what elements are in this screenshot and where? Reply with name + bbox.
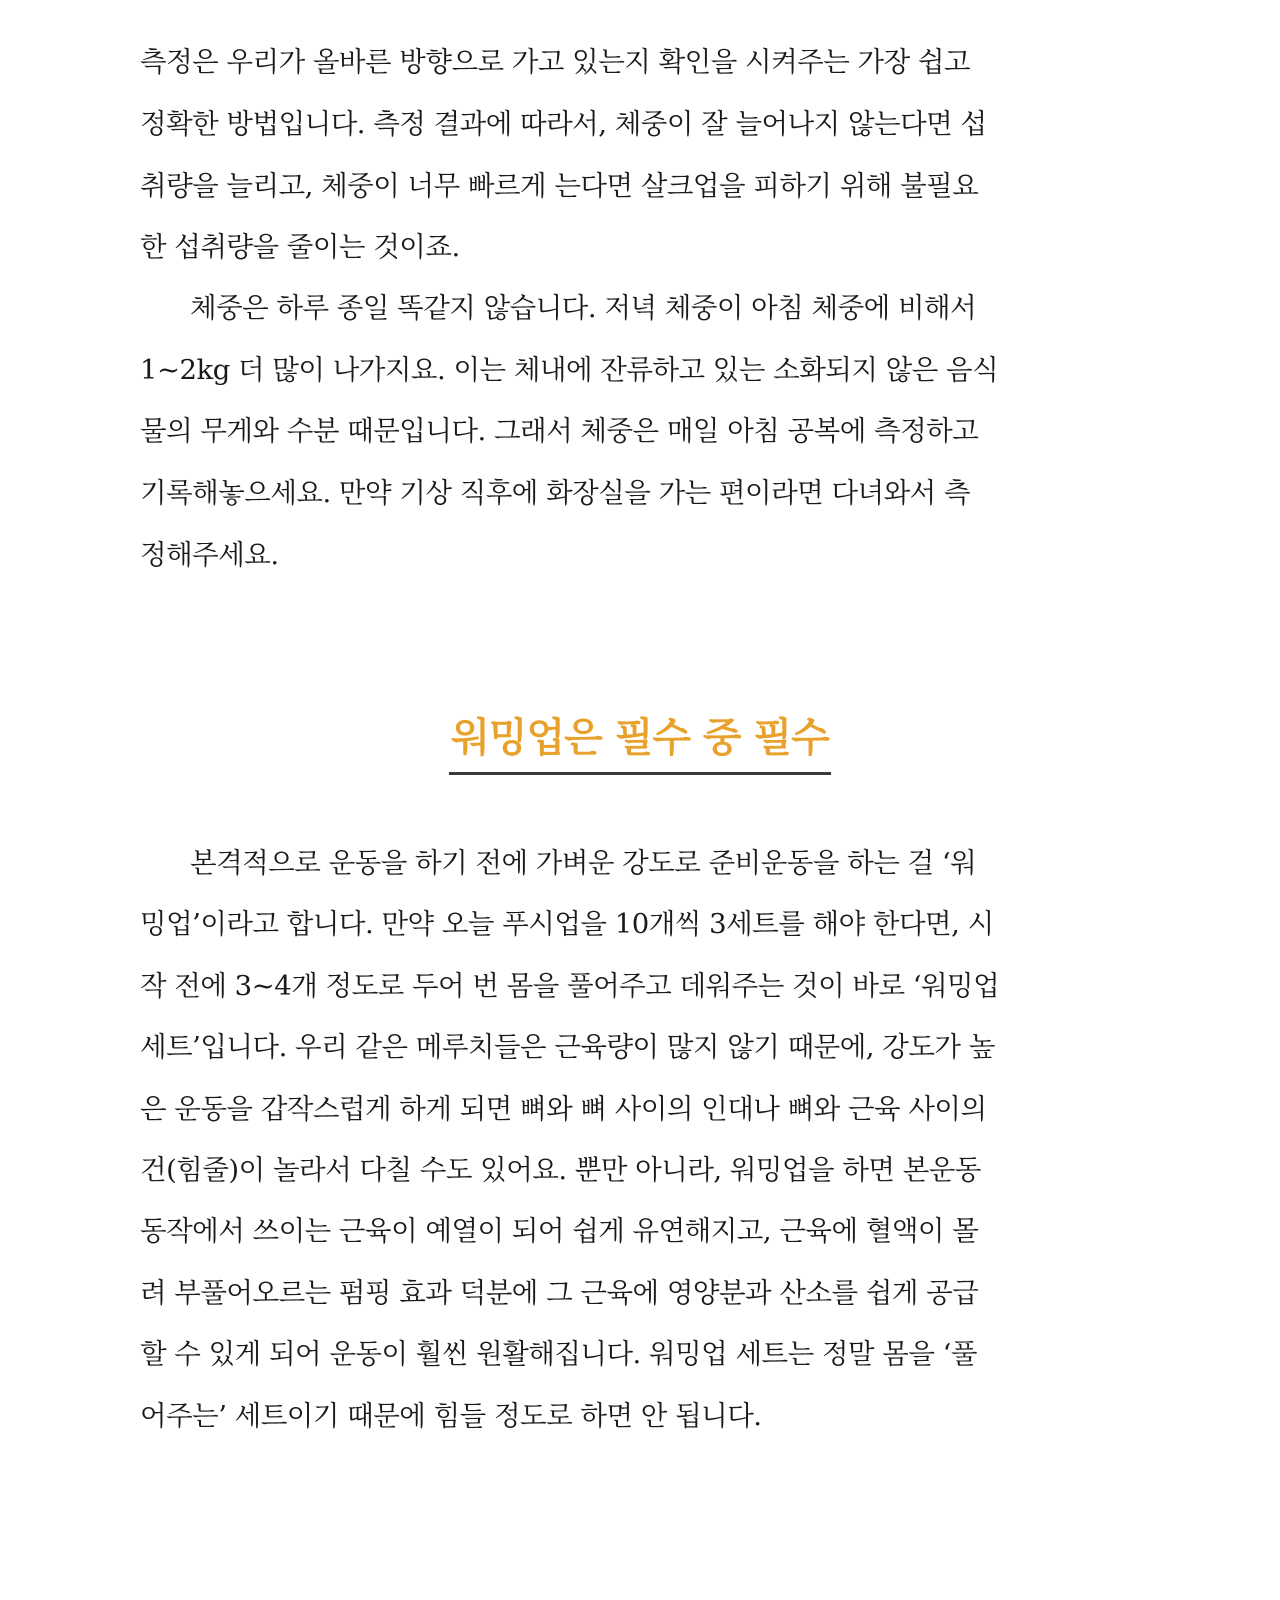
text-line: 할 수 있게 되어 운동이 훨씬 원활해집니다. 워밍업 세트는 정말 몸을 ‘풀 <box>140 1338 977 1370</box>
text-line: 작 전에 3~4개 정도로 두어 번 몸을 풀어주고 데워주는 것이 바로 ‘워밍업 <box>140 970 1000 1002</box>
section-heading: 워밍업은 필수 중 필수 <box>449 712 831 775</box>
text-line: 은 운동을 갑작스럽게 하게 되면 뼈와 뼈 사이의 인대나 뼈와 근육 사이의 <box>140 1093 987 1125</box>
text-line: 정확한 방법입니다. 측정 결과에 따라서, 체중이 잘 늘어나지 않는다면 섭 <box>140 108 987 140</box>
text-line: 세트’입니다. 우리 같은 메루치들은 근육량이 많지 않기 때문에, 강도가 높 <box>140 1031 995 1063</box>
section-heading-container <box>0 712 1280 775</box>
text-line: 정해주세요. <box>140 539 279 571</box>
text-line: 체중은 하루 종일 똑같지 않습니다. 저녁 체중이 아침 체중에 비해서 <box>190 292 977 324</box>
text-line: 기록해놓으세요. 만약 기상 직후에 화장실을 가는 편이라면 다녀와서 측 <box>140 477 971 509</box>
text-line: 1~2kg 더 많이 나가지요. 이는 체내에 잔류하고 있는 소화되지 않은 음식 <box>140 354 999 386</box>
text-line: 건(힘줄)이 놀라서 다칠 수도 있어요. 뿐만 아니라, 워밍업을 하면 본운동 <box>140 1154 981 1186</box>
text-line: 취량을 늘리고, 체중이 너무 빠르게 는다면 살크업을 피하기 위해 불필요 <box>140 170 979 202</box>
text-line: 어주는’ 세트이기 때문에 힘들 정도로 하면 안 됩니다. <box>140 1400 762 1432</box>
text-line: 물의 무게와 수분 때문입니다. 그래서 체중은 매일 아침 공복에 측정하고 <box>140 415 979 447</box>
text-line: 밍업’이라고 합니다. 만약 오늘 푸시업을 10개씩 3세트를 해야 한다면, 시 <box>140 908 994 940</box>
text-line: 려 부풀어오르는 펌핑 효과 덕분에 그 근육에 영양분과 산소를 쉽게 공급 <box>140 1277 979 1309</box>
text-line: 본격적으로 운동을 하기 전에 가벼운 강도로 준비운동을 하는 걸 ‘워 <box>190 847 977 879</box>
text-line: 동작에서 쓰이는 근육이 예열이 되어 쉽게 유연해지고, 근육에 혈액이 몰 <box>140 1215 979 1247</box>
text-line: 한 섭취량을 줄이는 것이죠. <box>140 231 460 263</box>
text-line: 측정은 우리가 올바른 방향으로 가고 있는지 확인을 시켜주는 가장 쉽고 <box>140 46 971 78</box>
